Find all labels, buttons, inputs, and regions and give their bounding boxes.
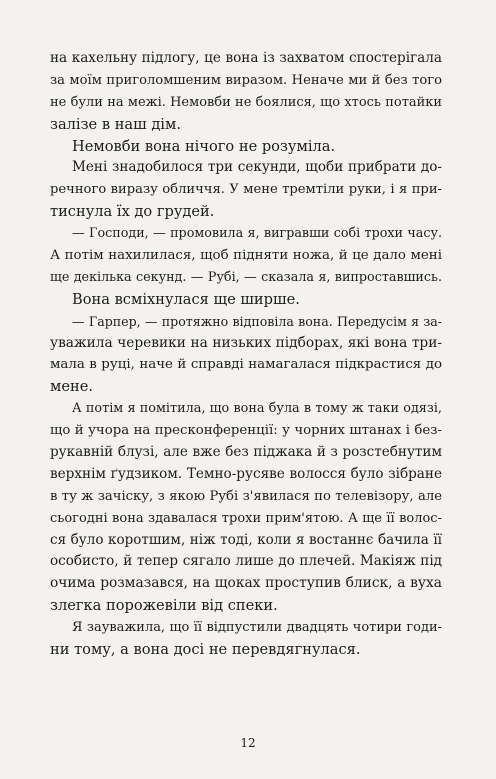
text-line: в ту ж зачіску, з якою Рубі з'явилася по телевізору, але bbox=[50, 488, 442, 504]
text-line: А потім нахилилася, щоб підняти ножа, й це дало мені bbox=[50, 248, 442, 264]
text-line: — Господи, — промовила я, вигравши собі трохи часу. bbox=[72, 226, 442, 242]
text-line: очима розмазався, на щоках проступив блиск, а вуха bbox=[50, 575, 442, 592]
text-line: ся було коротшим, ніж тоді, коли я востаннє бачила її bbox=[50, 531, 442, 548]
text-line: що й учора на пресконференції: у чорних штанах і без- bbox=[50, 423, 442, 439]
text-line: Мені знадобилося три секунди, щоби прибрати до- bbox=[72, 159, 442, 176]
text-line: речного виразу обличчя. У мене тремтіли руки, і я при- bbox=[50, 182, 442, 198]
body-text bbox=[50, 48, 442, 661]
text-line: — Гарпер, — протяжно відповіла вона. Передусім я за- bbox=[72, 313, 442, 329]
text-line: особисто, й тепер сягало лише до плечей. Макіяж під bbox=[50, 553, 442, 570]
text-line: рукавній блузі, але вже без піджака й з розстебнутим bbox=[50, 444, 442, 461]
text-line: не були на межі. Немовби не боялися, що хтось потайки bbox=[50, 94, 442, 110]
text-line: Немовби вона нічого не розуміла. bbox=[72, 137, 336, 155]
text-line: мене. bbox=[50, 378, 93, 396]
text-line: Вона всміхнулася ще ширше. bbox=[72, 290, 300, 308]
text-line: А потім я помітила, що вона була в тому ж таки одязі, bbox=[72, 401, 442, 417]
text-line: на кахельну підлогу, це вона із захватом спостерігала bbox=[50, 50, 442, 66]
text-line: верхнім ґудзиком. Темно-русяве волосся було зібране bbox=[50, 465, 442, 482]
text-line: залізе в наш дім. bbox=[50, 115, 181, 133]
text-line: злегка порожевіли від спеки. bbox=[50, 597, 278, 615]
text-line: Я зауважила, що її відпустили двадцять чотири годи- bbox=[72, 620, 442, 636]
text-line: уважила черевики на низьких підборах, які вона три- bbox=[50, 334, 442, 351]
text-line: за моїм приголомшеним виразом. Неначе ми й без того bbox=[50, 72, 442, 88]
page-number: 12 bbox=[240, 736, 256, 750]
text-line: ни тому, а вона досі не перевдягнулася. bbox=[50, 641, 361, 659]
text-line: сьогодні вона здавалася трохи прим'ятою. А ще її волос- bbox=[50, 510, 442, 526]
text-line: мала в руці, наче й справді намагалася підкрастися до bbox=[50, 357, 442, 373]
text-line: тиснула їх до грудей. bbox=[50, 203, 215, 221]
text-line: ще декілька секунд. — Рубі, — сказала я, випроставшись. bbox=[50, 269, 442, 285]
